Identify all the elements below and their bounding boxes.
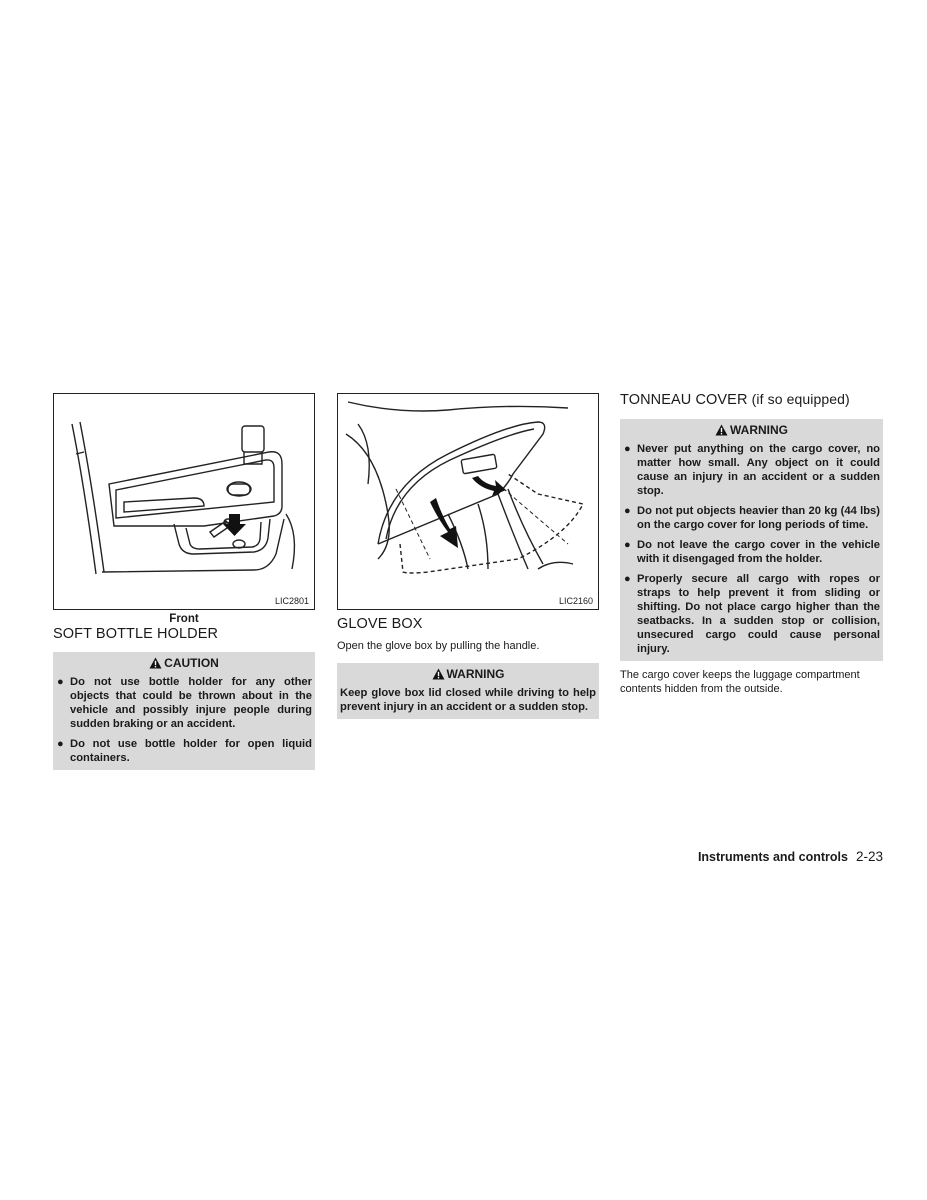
bullet-icon: ● <box>57 676 64 688</box>
warning-text: Keep glove box lid closed while driving to help prevent injury in an accident or a sudden stop. <box>340 687 596 713</box>
list-item: ● Do not use bottle holder for any other objects that could be thrown about in the vehicle and possibly injure people during sudden braking or an accident. <box>57 676 312 730</box>
bullet-icon: ● <box>57 738 64 750</box>
caution-box <box>53 652 315 770</box>
warning-header <box>337 666 599 683</box>
bullet-icon: ● <box>624 443 631 455</box>
bullet-icon: ● <box>624 573 631 585</box>
figure-caption: Front <box>169 613 199 625</box>
glove-box-drawing <box>338 394 600 611</box>
warning-label: WARNING <box>730 423 788 437</box>
warning-list <box>620 442 883 656</box>
warning-triangle-icon <box>715 424 728 436</box>
section-title-glove-box: GLOVE BOX <box>337 616 423 632</box>
door-panel-drawing <box>54 394 316 611</box>
column-tonneau-cover <box>620 390 883 696</box>
bullet-icon: ● <box>624 505 631 517</box>
caution-label: CAUTION <box>164 656 219 670</box>
list-item: ● Never put anything on the cargo cover, no matter how small. Any object on it could cause an injury in an accident or a sudden stop. <box>624 443 880 497</box>
bullet-icon: ● <box>624 539 631 551</box>
warning-label: WARNING <box>446 667 505 681</box>
footer-section-name: Instruments and controls <box>697 850 848 864</box>
glove-box-description: Open the glove box by pulling the handle. <box>337 640 540 652</box>
warning-box <box>620 419 883 661</box>
warning-triangle-icon <box>432 668 445 680</box>
section-title-soft-bottle-holder: SOFT BOTTLE HOLDER <box>53 626 219 642</box>
figure-code: LIC2801 <box>274 596 309 606</box>
list-item: ● Do not use bottle holder for open liquid containers. <box>57 738 312 764</box>
section-title-tonneau-cover: TONNEAU COVER (if so equipped) <box>620 391 850 408</box>
warning-triangle-icon <box>149 657 162 669</box>
page-footer <box>620 849 883 864</box>
column-soft-bottle-holder <box>53 393 315 770</box>
list-item: ● Do not put objects heavier than 20 kg (44 lbs) on the cargo cover for long periods of time. <box>624 505 880 531</box>
column-glove-box <box>337 393 599 719</box>
list-item: ● Properly secure all cargo with ropes or straps to help prevent it from sliding or shifting. Do not place cargo higher than the seatbacks. In a sudden stop or collision, unsecured cargo could cause personal injury. <box>624 573 880 655</box>
door-panel-illustration <box>53 393 315 610</box>
caution-header <box>53 655 315 672</box>
caution-list <box>53 675 315 765</box>
page-number: 2-23 <box>855 849 883 864</box>
tonneau-cover-description: The cargo cover keeps the luggage compartment contents hidden from the outside. <box>620 669 860 695</box>
title-suffix: (if so equipped) <box>751 391 850 407</box>
list-item: ● Do not leave the cargo cover in the vehicle with it disengaged from the holder. <box>624 539 880 565</box>
figure-code: LIC2160 <box>558 596 593 606</box>
glove-box-illustration <box>337 393 599 610</box>
warning-box <box>337 663 599 719</box>
warning-header <box>620 422 883 439</box>
